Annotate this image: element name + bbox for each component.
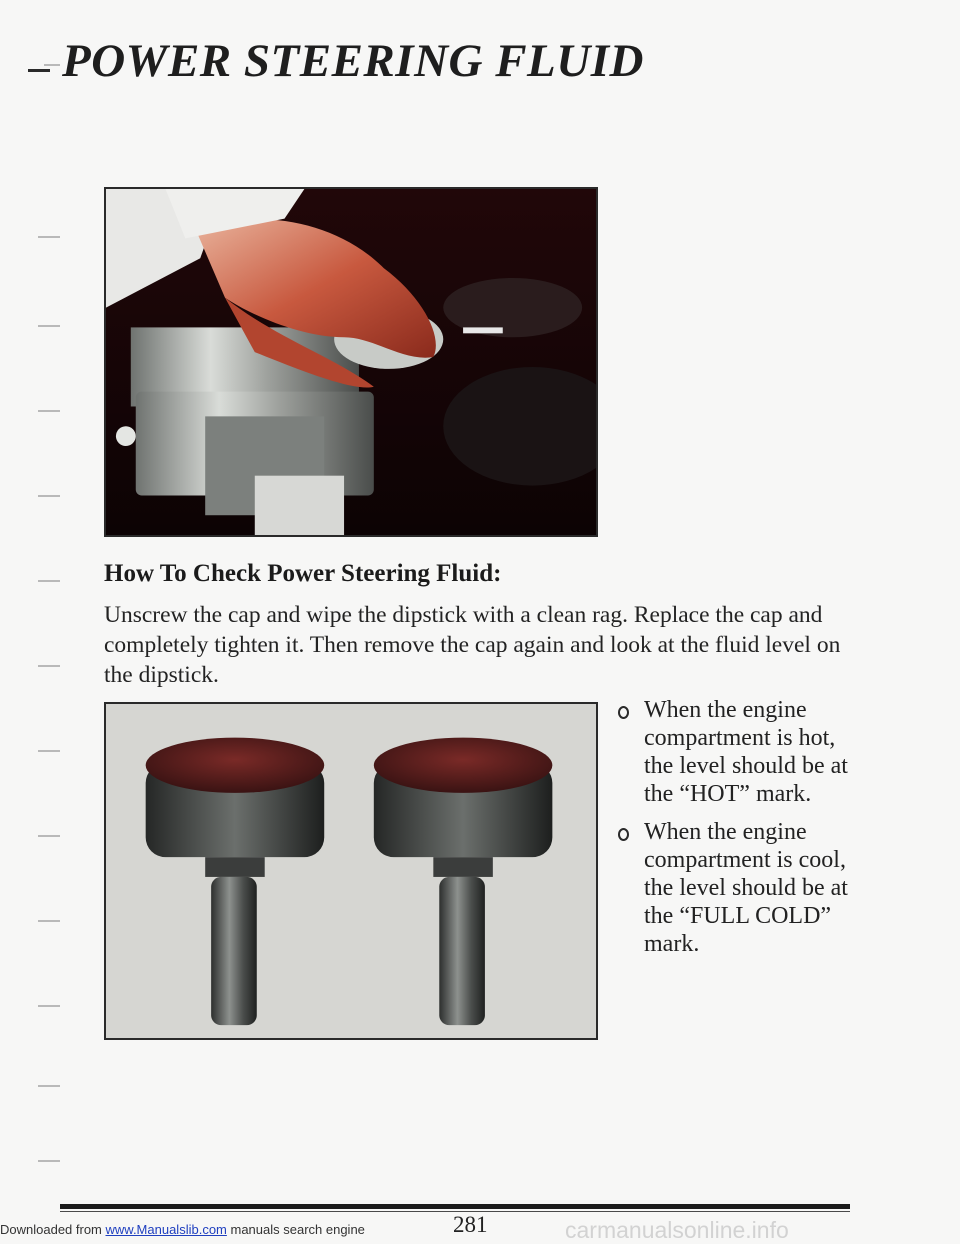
watermark: carmanualsonline.info bbox=[565, 1217, 789, 1243]
credit-prefix: Downloaded from bbox=[0, 1222, 106, 1237]
photo-dipstick-caps bbox=[104, 702, 598, 1040]
bullet-text: When the engine compartment is hot, the level should be at the “HOT” mark. bbox=[644, 697, 848, 807]
title-dash bbox=[28, 69, 50, 72]
edge-tick bbox=[38, 410, 60, 412]
edge-tick bbox=[38, 236, 60, 238]
photo-hand-unscrewing-cap bbox=[104, 187, 598, 537]
edge-tick bbox=[38, 1085, 60, 1087]
page-number: 281 bbox=[453, 1212, 488, 1237]
edge-tick bbox=[44, 64, 60, 66]
edge-tick bbox=[38, 1005, 60, 1007]
bullet-dot-icon bbox=[618, 828, 629, 841]
edge-tick bbox=[38, 325, 60, 327]
bullet-text: When the engine compartment is cool, the level should be at the “FULL COLD” mark. bbox=[644, 819, 848, 957]
bullet-full-cold bbox=[618, 818, 858, 958]
edge-tick bbox=[38, 920, 60, 922]
edge-tick bbox=[38, 495, 60, 497]
manualslib-link[interactable]: www.Manualslib.com bbox=[105, 1222, 227, 1237]
edge-tick bbox=[38, 580, 60, 582]
edge-tick bbox=[38, 665, 60, 667]
edge-tick bbox=[38, 835, 60, 837]
fluid-level-bullets bbox=[618, 696, 858, 968]
bullet-dot-icon bbox=[618, 706, 629, 719]
credit-suffix: manuals search engine bbox=[226, 1222, 365, 1237]
page-title: POWER STEERING FLUID bbox=[62, 35, 644, 87]
download-credit bbox=[0, 1222, 365, 1237]
edge-tick bbox=[38, 750, 60, 752]
bullet-hot bbox=[618, 696, 858, 808]
footer-rule bbox=[60, 1204, 850, 1209]
section-heading: How To Check Power Steering Fluid: bbox=[104, 560, 502, 587]
instructions-paragraph: Unscrew the cap and wipe the dipstick with a clean rag. Replace the cap and completely tighten it. Then remove the cap again and look at the fluid level on the dipstick. bbox=[104, 602, 841, 688]
edge-tick bbox=[38, 1160, 60, 1162]
